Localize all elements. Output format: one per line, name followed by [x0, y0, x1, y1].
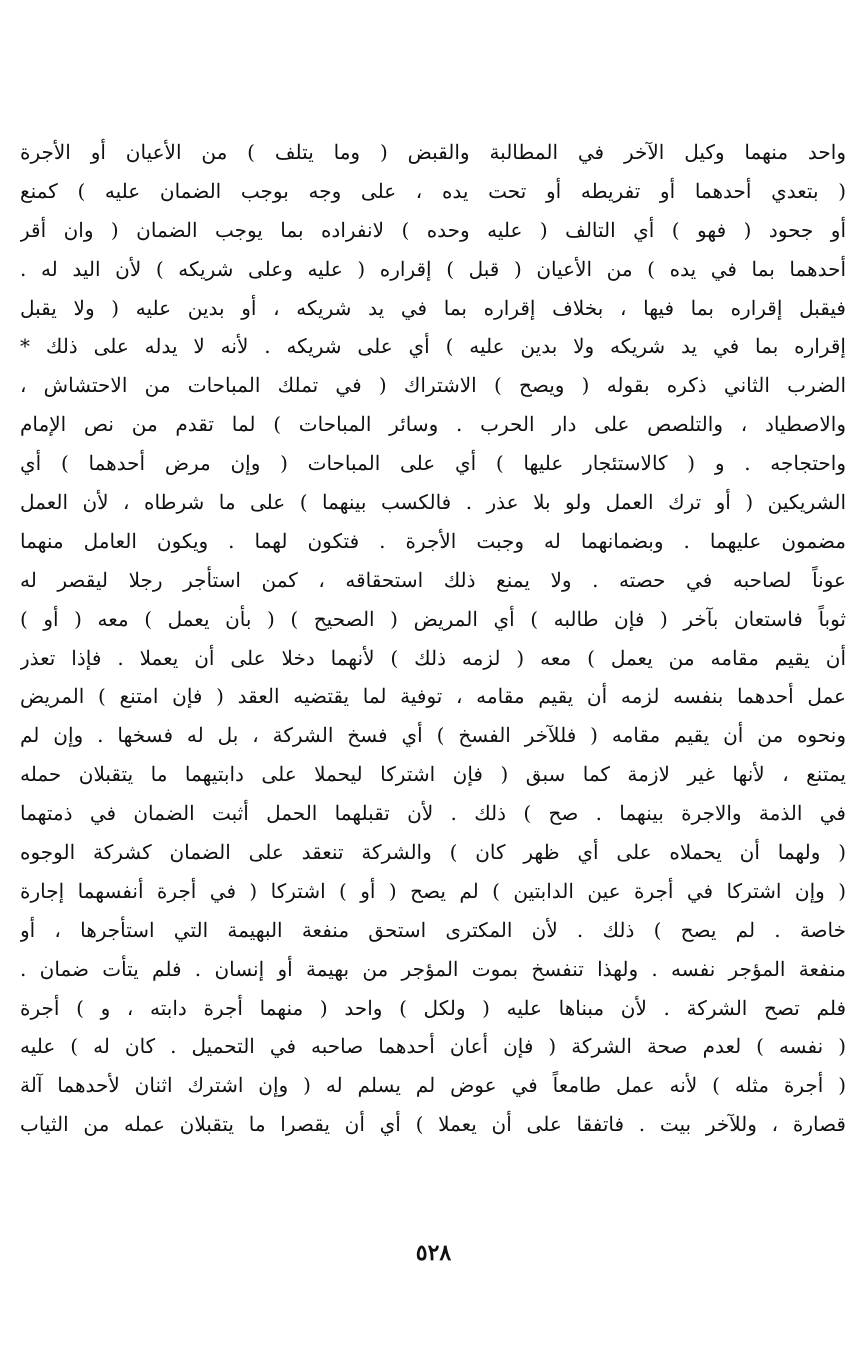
text-line: أو جحود ( فهو ) أي التالف ( عليه وحده ) لانفراده بما يوجب الضمان ( وان أقر: [20, 217, 846, 242]
text-line: ( أجرة مثله ) لأنه عمل طامعاً في عوض لم يسلم له ( وإن اشترك اثنان لأحدهما آلة: [20, 1073, 846, 1098]
text-line: ( وإن اشتركا في أجرة عين الدابتين ) لم يصح ( أو ) اشتركا ( في أجرة أنفسهما إجارة: [20, 878, 846, 903]
text-line: إقراره بما في يد شريكه ولا بدين عليه ) أي على شريكه . لأنه لا يدله على ذلك *: [20, 334, 846, 359]
text-line: عمل أحدهما بنفسه لزمه أن يقيم مقامه ، توفية لما يقتضيه العقد ( فإن امتنع ) المريض: [20, 684, 846, 709]
text-line: ونحوه من أن يقيم مقامه ( فللآخر الفسخ ) أي فسخ الشركة ، بل له فسخها . وإن لم: [20, 723, 846, 748]
text-line: خاصة . لم يصح ) ذلك . لأن المكترى استحق منفعة البهيمة التي استأجرها ، أو: [20, 917, 846, 942]
body-text: [20, 133, 846, 1144]
text-line: واحتجاجه . و ( كالاستئجار عليها ) أي على المباحات ( وإن مرض أحدهما ) أي: [20, 451, 846, 476]
text-line: ( نفسه ) لعدم صحة الشركة ( فإن أعان أحدهما صاحبه في التحميل . كان له ) عليه: [20, 1034, 846, 1059]
text-line: أحدهما بما في يده ) من الأعيان ( قبل ) إقراره ( عليه وعلى شريكه ) لأن اليد له .: [20, 256, 846, 281]
text-line: منفعة المؤجر نفسه . ولهذا تنفسخ بموت المؤجر من بهيمة أو إنسان . فلم يتأت ضمان .: [20, 956, 846, 981]
text-line: مضمون عليهما . وبضمانهما له وجبت الأجرة . فتكون لهما . ويكون العامل منهما: [20, 528, 846, 553]
text-line: والاصطياد ، والتلصص على دار الحرب . وسائر المباحات ) لما تقدم من نص الإمام: [20, 412, 846, 437]
text-line: ( ولهما أن يحملاه على أي ظهر كان ) والشركة تنعقد على الضمان كشركة الوجوه: [20, 840, 846, 865]
text-line: أن يقيم مقامه من يعمل ) معه ( لزمه ذلك ) لأنهما دخلا على أن يعملا . فإذا تعذر: [20, 645, 846, 670]
text-line: ( بتعدي أحدهما أو تفريطه أو تحت يده ، على وجه بوجب الضمان عليه ) كمنع: [20, 178, 846, 203]
text-line: فيقبل إقراره بما فيها ، بخلاف إقراره بما في يد شريكه ، أو بدين عليه ( ولا يقبل: [20, 295, 846, 320]
text-line: الضرب الثاني ذكره بقوله ( ويصح ) الاشتراك ( في تملك المباحات من الاحتشاش ،: [20, 373, 846, 398]
text-line: فلم تصح الشركة . لأن مبناها عليه ( ولكل ) واحد ( منهما أجرة دابته ، و ) أجرة: [20, 995, 846, 1020]
text-line: واحد منهما وكيل الآخر في المطالبة والقبض ( وما يتلف ) من الأعيان أو الأجرة: [20, 140, 846, 164]
text-line: ثوباً فاستعان بآخر ( فإن طالبه ) أي المريض ( الصحيح ) ( بأن يعمل ) معه ( أو ): [20, 606, 846, 631]
text-line: يمتنع ، لأنها غير لازمة كما سبق ( فإن اشتركا ليحملا على دابتيهما ما يتقبلان حمله: [20, 762, 846, 787]
text-line: الشريكين ( أو ترك العمل ولو بلا عذر . فالكسب بينهما ) على ما شرطاه ، لأن العمل: [20, 490, 846, 515]
text-line: في الذمة والاجرة بينهما . صح ) ذلك . لأن تقبلهما الحمل أثبت الضمان في ذمتهما: [20, 801, 846, 826]
page-number: ٥٢٨: [415, 1240, 452, 1266]
text-line: قصارة ، وللآخر بيت . فاتفقا على أن يعملا ) أي أن يقصرا ما يتقبلان عمله من الثياب: [20, 1112, 846, 1137]
text-line: عوناً لصاحبه في حصته . ولا يمنع ذلك استحقاقه ، كمن استأجر رجلا ليقصر له: [20, 567, 846, 592]
